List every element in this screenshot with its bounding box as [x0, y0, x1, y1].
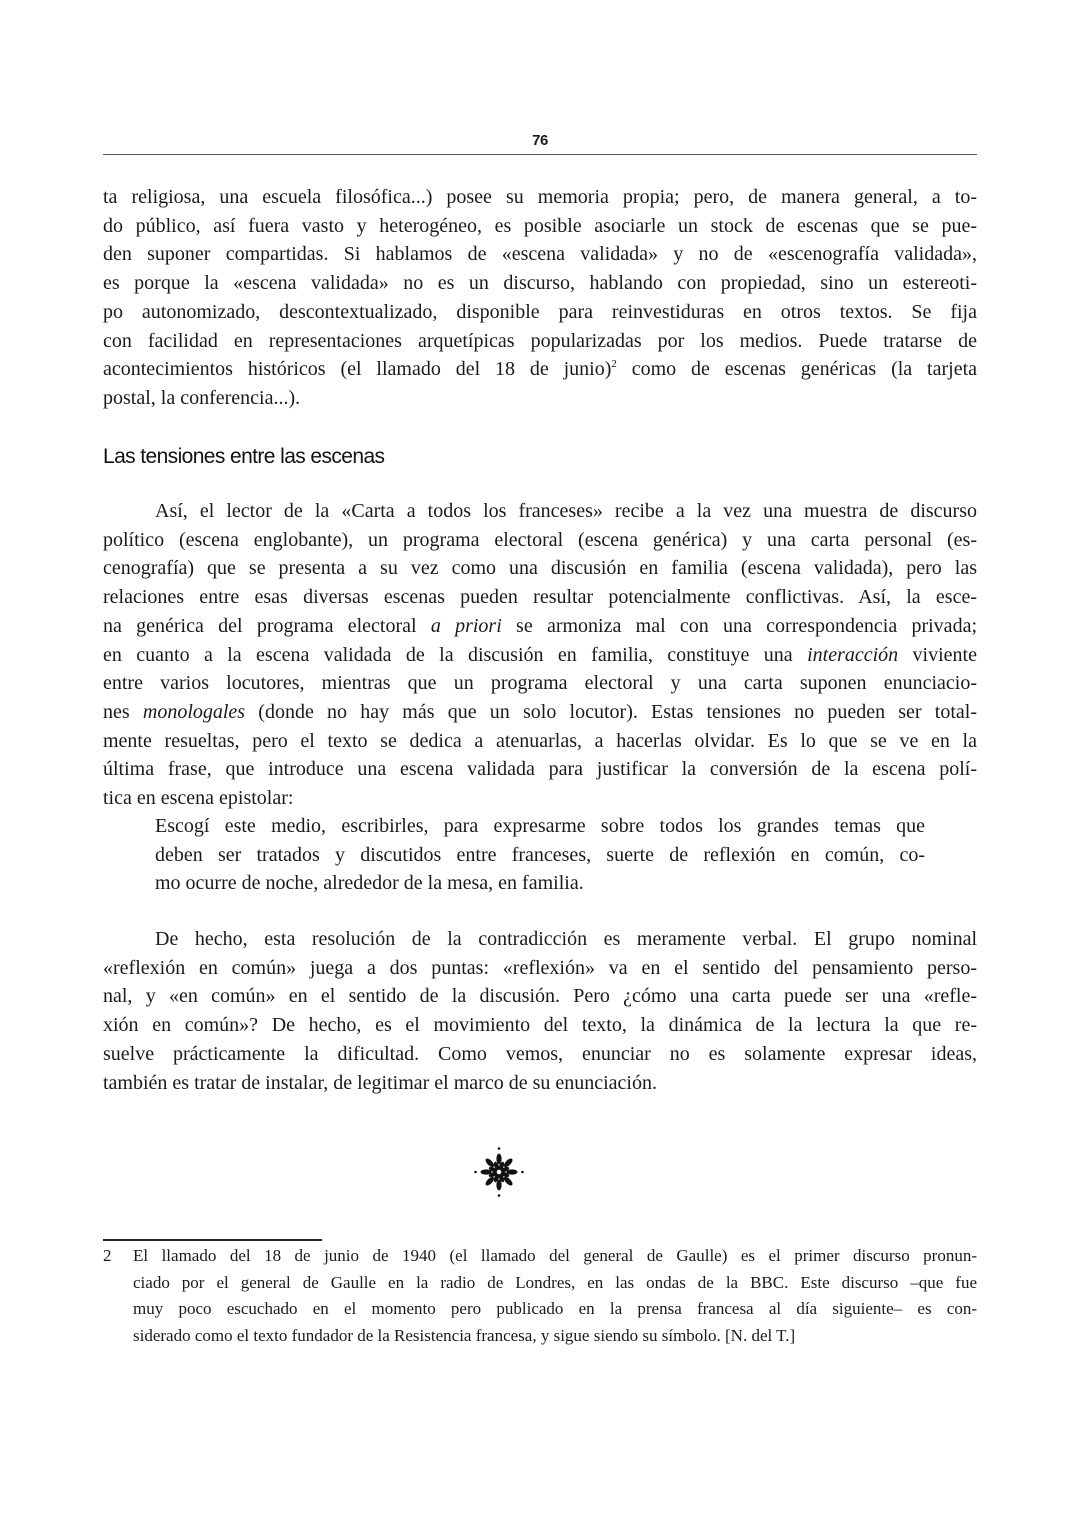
text-segment: siderado como el texto fundador de la Resistencia francesa, y sigue siendo su símbolo. [N. del T.] — [133, 1326, 796, 1346]
text-segment: na genérica del programa electoral — [103, 614, 431, 637]
text-line — [103, 612, 977, 641]
text-segment: relaciones entre esas diversas escenas pueden resultar potencialmente conflictivas. Así, la esce- — [103, 586, 977, 609]
paragraph-2 — [103, 497, 977, 813]
text-line — [155, 841, 925, 870]
text-line — [103, 526, 977, 555]
text-line — [103, 212, 977, 241]
text-segment: den suponer compartidas. Si hablamos de «escena validada» y no de «escenografía validada», — [103, 243, 977, 266]
text-line — [103, 327, 977, 356]
ornament-petal — [502, 1157, 513, 1168]
footnote — [103, 1243, 977, 1350]
text-line — [103, 1011, 977, 1040]
text-segment: do público, así fuera vasto y heterogéneo, es posible asociarle un stock de escenas que se pue- — [103, 214, 977, 237]
text-line — [103, 669, 977, 698]
text-segment: Escogí este medio, escribirles, para expresarme sobre todos los grandes temas que — [155, 815, 925, 837]
text-segment: xión en común»? De hecho, es el movimiento del texto, la dinámica de la lectura la que re- — [103, 1014, 977, 1037]
text-line — [103, 755, 977, 784]
ornament-petal — [484, 1175, 495, 1186]
text-segment: El llamado del 18 de junio de 1940 (el llamado del general de Gaulle) es el primer discurso pronun- — [133, 1246, 977, 1265]
text-line — [103, 384, 977, 413]
text-line — [103, 1069, 977, 1098]
text-segment: entre varios locutores, mientras que un programa electoral y una carta suponen enunciacio- — [103, 672, 977, 695]
text-line — [103, 954, 977, 983]
text-segment: con facilidad en representaciones arquetípicas popularizadas por los medios. Puede tratarse de — [103, 329, 977, 352]
footnote-rule — [103, 1239, 322, 1241]
italic-text: interacción — [807, 643, 899, 666]
text-segment: muy poco escuchado en el momento pero publicado en la prensa francesa al día siguiente– es con- — [133, 1299, 977, 1319]
ornament-dot — [474, 1171, 477, 1174]
ornament-petal — [502, 1175, 513, 1186]
ornament-petal — [496, 1154, 501, 1165]
text-line — [103, 982, 977, 1011]
text-segment: como de escenas genéricas (la tarjeta — [616, 358, 978, 381]
paragraph-3 — [103, 925, 977, 1097]
text-segment: última frase, que introduce una escena validada para justificar la conversión de la escena polí- — [103, 758, 977, 781]
italic-text: monologales — [142, 700, 246, 723]
ornament-petal — [481, 1169, 492, 1174]
header-rule — [103, 154, 977, 155]
text-segment: De hecho, esta resolución de la contradicción es meramente verbal. El grupo nominal — [155, 928, 977, 950]
text-segment: viviente — [898, 643, 977, 666]
text-line — [103, 925, 977, 954]
text-line — [103, 298, 977, 327]
text-segment: acontecimientos históricos (el llamado del 18 de junio) — [103, 358, 612, 381]
text-segment: también es tratar de instalar, de legitimar el marco de su enunciación. — [103, 1071, 657, 1094]
text-segment: cenografía) que se presenta a su vez como una discusión en familia (escena validada), pero las — [103, 557, 977, 580]
text-segment: se armoniza mal con una correspondencia privada; — [501, 614, 977, 637]
ornament-petal — [507, 1169, 518, 1174]
text-segment: político (escena englobante), un programa electoral (escena genérica) y una carta personal (es- — [103, 528, 977, 551]
text-line — [103, 641, 977, 670]
text-segment: es porque la «escena validada» no es un discurso, hablando con propiedad, sino un estereoti- — [103, 272, 977, 295]
block-quote — [155, 812, 925, 898]
text-segment: nes — [103, 700, 143, 723]
text-line — [103, 698, 977, 727]
text-line — [103, 554, 977, 583]
ornament-dot — [498, 1147, 501, 1150]
section-heading: Las tensiones entre las escenas — [103, 445, 385, 468]
text-segment: po autonomizado, descontextualizado, disponible para reinvestiduras en otros textos. Se fija — [103, 300, 977, 323]
ornament-petal — [496, 1180, 501, 1191]
footnote-text — [133, 1243, 977, 1350]
text-segment: suelve prácticamente la dificultad. Como vemos, enunciar no es solamente expresar ideas, — [103, 1042, 977, 1065]
text-line — [103, 497, 977, 526]
text-segment: ta religiosa, una escuela filosófica...) posee su memoria propia; pero, de manera general, a to- — [103, 186, 977, 208]
text-segment: deben ser tratados y discutidos entre franceses, suerte de reflexión en común, co- — [155, 843, 925, 866]
text-segment: postal, la conferencia...). — [103, 386, 301, 409]
text-segment: (donde no hay más que un solo locutor). Estas tensiones no pueden ser total- — [245, 700, 977, 723]
ornament-dot — [521, 1171, 524, 1174]
text-line — [133, 1270, 977, 1297]
text-segment: nal, y «en común» en el sentido de la discusión. Pero ¿cómo una carta puede ser una «refle- — [103, 985, 977, 1008]
text-segment: mente resueltas, pero el texto se dedica a atenuarlas, a hacerlas olvidar. Es lo que se ve en la — [103, 729, 977, 752]
text-line — [103, 583, 977, 612]
text-segment: tica en escena epistolar: — [103, 787, 294, 810]
text-line — [103, 240, 977, 269]
text-line — [103, 269, 977, 298]
text-line — [103, 1040, 977, 1069]
text-line — [103, 355, 977, 384]
ornament-dot — [498, 1194, 501, 1197]
text-line — [103, 727, 977, 756]
text-line — [155, 869, 925, 898]
ornament-petal — [484, 1157, 495, 1168]
text-line — [133, 1296, 977, 1323]
paragraph-1 — [103, 183, 977, 413]
floral-ornament-icon — [474, 1147, 524, 1202]
page-number: 76 — [532, 132, 548, 149]
text-line — [103, 183, 977, 212]
text-segment: Así, el lector de la «Carta a todos los franceses» recibe a la vez una muestra de discurso — [155, 500, 977, 522]
text-line — [133, 1243, 977, 1270]
italic-text: a priori — [430, 614, 502, 637]
footnote-number: 2 — [103, 1246, 112, 1265]
text-line — [133, 1323, 977, 1350]
text-line — [155, 812, 925, 841]
text-line — [103, 784, 977, 813]
text-segment: mo ocurre de noche, alrededor de la mesa, en familia. — [155, 872, 584, 895]
footnote-ref: 2 — [611, 358, 617, 371]
text-segment: ciado por el general de Gaulle en la radio de Londres, en las ondas de la BBC. Este discurso –que fue — [133, 1272, 977, 1292]
text-segment: «reflexión en común» juega a dos puntas: «reflexión» va en el sentido del pensamiento perso- — [103, 956, 977, 979]
text-segment: en cuanto a la escena validada de la discusión en familia, constituye una — [103, 643, 808, 666]
